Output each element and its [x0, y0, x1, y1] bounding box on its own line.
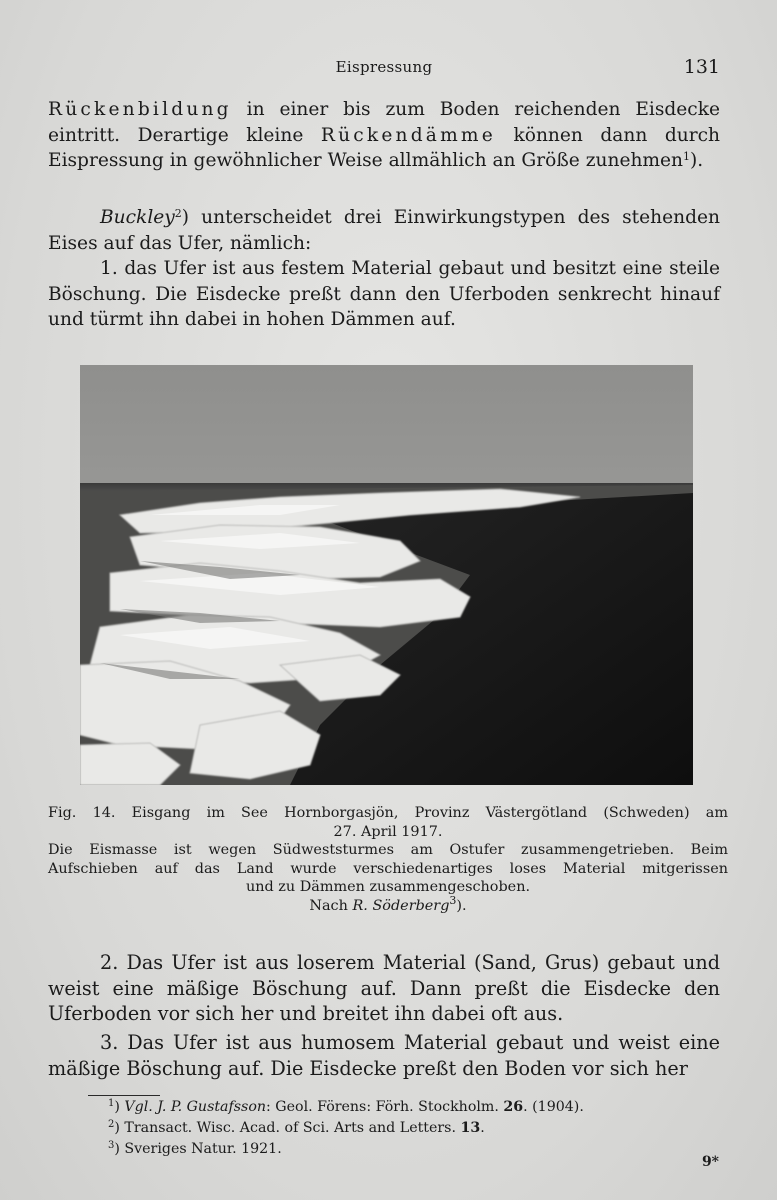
caption-line-3: Die Eismasse ist wegen Südweststurmes am Ostufer zusammengetrieben. Beim — [48, 842, 728, 858]
paragraph-1-text-a: in einer bis zum Boden reichenden Eisdecke eintritt. Derartige kleine — [48, 99, 720, 146]
footnote-1-volume: 26 — [503, 1099, 524, 1115]
caption-line-4: Aufschieben auf das Land wurde verschiedenartiges loses Material mitgerissen — [48, 860, 728, 877]
caption-line-2: 27. April 1917. — [333, 823, 443, 840]
footnote-ref-3: 3 — [449, 893, 457, 907]
paragraph-3: 1. das Ufer ist aus festem Material gebaut und besitzt eine steile Böschung. Die Eisdecke preßt dann den Uferboden senkrecht hinauf und türmt ihn dabei in hohen Dämmen auf. — [48, 258, 720, 330]
running-head: Eispressung — [335, 58, 433, 76]
page-header — [48, 56, 720, 82]
author-buckley: Buckley — [100, 207, 175, 228]
footnote-1 — [108, 1097, 728, 1118]
figure-photo — [80, 365, 693, 785]
footnote-3-mark: 3 — [108, 1140, 115, 1151]
printer-signature: 9* — [701, 1154, 719, 1170]
spaced-term-rueckenbildung: Rückenbildung — [48, 99, 232, 120]
paragraph-2 — [48, 205, 720, 256]
ice-shore-photo — [80, 365, 693, 785]
caption-credit — [48, 893, 728, 916]
page-number: 131 — [683, 56, 720, 78]
paragraph-1 — [48, 97, 720, 174]
paragraph-1-text-b: können dann durch Eispressung in gewöhnlicher Weise allmählich an Größe zunehmen — [48, 124, 720, 171]
footnote-1-author: Vgl. J. P. Gustafsson — [124, 1099, 267, 1115]
footnote-2-a: ) Transact. Wisc. Acad. of Sci. Arts and Letters. — [114, 1120, 461, 1136]
caption-credit-author: R. Söderberg — [352, 897, 450, 914]
footnotes — [108, 1097, 728, 1160]
footnote-ref-2: 2 — [174, 207, 182, 220]
footnote-ref-1: 1 — [683, 150, 691, 163]
caption-line-1: Fig. 14. Eisgang im See Hornborgasjön, Provinz Västergötland (Schweden) am — [48, 805, 728, 821]
footnote-1-mark: 1 — [108, 1098, 115, 1109]
footnote-3 — [108, 1139, 728, 1160]
footnote-1-b: : Geol. Förens: Förh. Stockholm. — [266, 1099, 504, 1115]
paragraph-1-end: ). — [690, 150, 704, 171]
footnote-3-a: ) Sveriges Natur. 1921. — [114, 1141, 282, 1157]
footnote-1-a: ) — [114, 1099, 125, 1115]
spaced-term-rueckendaemme: Rückendämme — [320, 124, 496, 146]
caption-credit-prefix: Nach — [309, 897, 353, 914]
figure-caption — [48, 804, 728, 915]
footnote-rule — [88, 1095, 160, 1096]
footnote-2-mark: 2 — [108, 1119, 115, 1130]
footnote-2-c: . — [480, 1120, 485, 1136]
paragraph-2-text: ) unterscheidet drei Einwirkungstypen des stehenden Eises auf das Ufer, nämlich: — [48, 207, 720, 254]
caption-line-5: und zu Dämmen zusammengeschoben. — [245, 879, 531, 895]
footnote-1-c: . (1904). — [523, 1099, 584, 1115]
footnote-2-volume: 13 — [460, 1120, 481, 1136]
paragraph-4: 2. Das Ufer ist aus loserem Material (Sand, Grus) gebaut und weist eine mäßige Böschung auf. Dann preßt die Eisdecke den Uferboden vor sich her und breitet ihn dabei oft aus. — [48, 951, 720, 1025]
footnote-2 — [108, 1118, 728, 1139]
caption-credit-end: ). — [456, 897, 467, 914]
paragraph-5: 3. Das Ufer ist aus humosem Material gebaut und weist eine mäßige Böschung auf. Die Eisdecke preßt den Boden vor sich her — [48, 1031, 720, 1080]
